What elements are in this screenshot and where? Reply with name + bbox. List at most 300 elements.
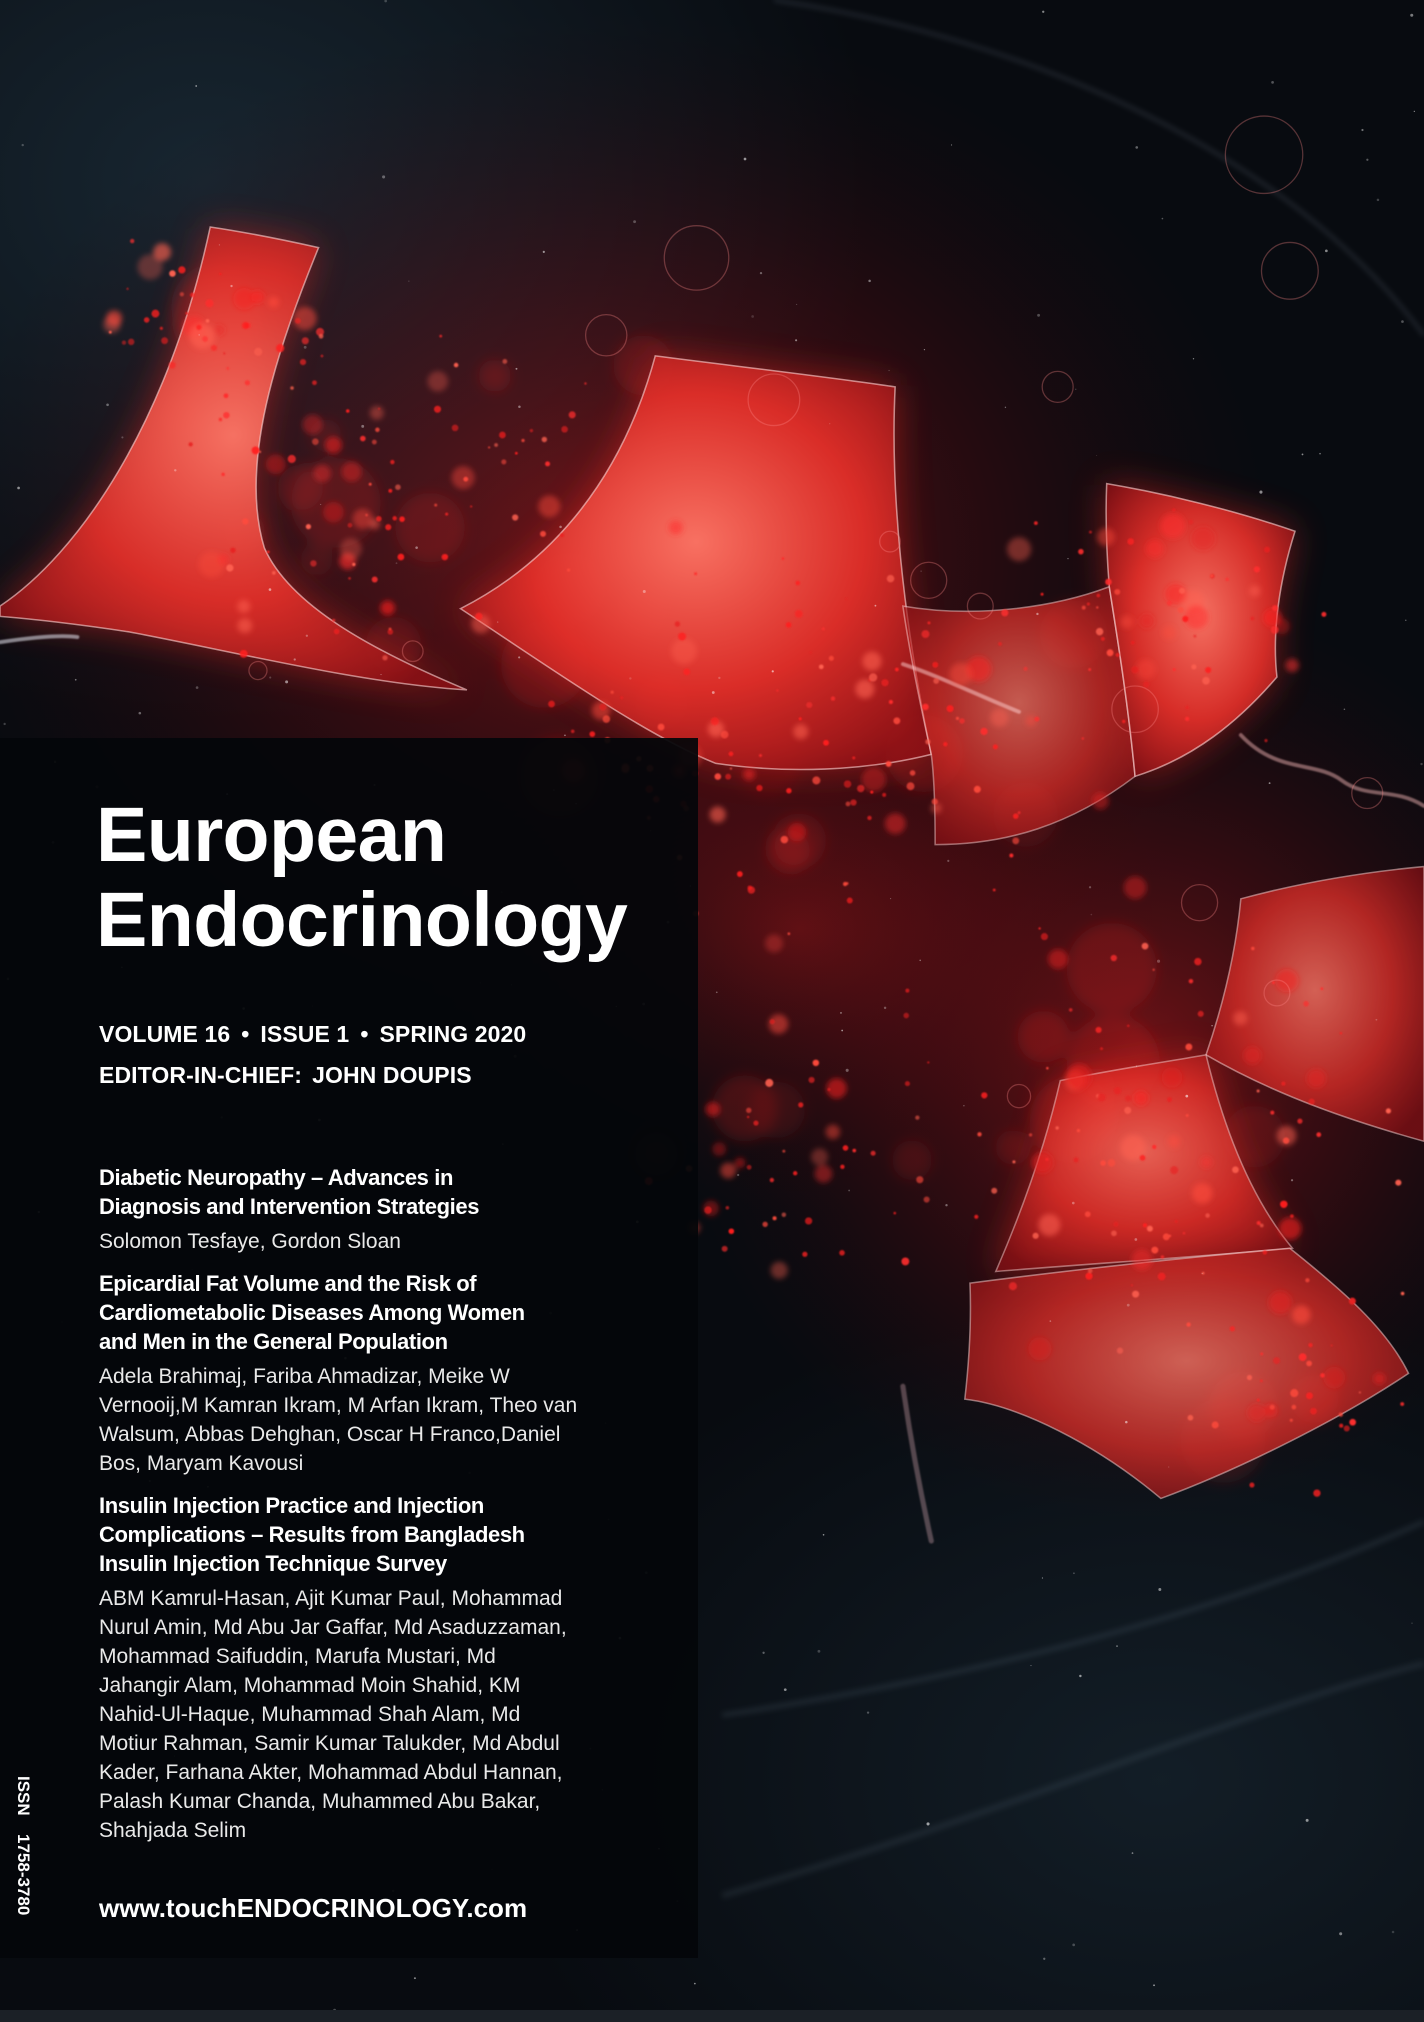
star-speckle <box>1136 1066 1137 1067</box>
star-speckle <box>737 1174 739 1176</box>
star-speckle <box>1037 314 1040 317</box>
star-speckle <box>848 1190 850 1192</box>
bokeh-particle <box>1124 1107 1131 1114</box>
bokeh-particle <box>1096 606 1098 608</box>
bokeh-particle <box>1045 1158 1048 1161</box>
bokeh-particle <box>1024 667 1028 671</box>
bokeh-particle <box>1146 540 1164 558</box>
bokeh-particle <box>1321 612 1326 617</box>
bokeh-particle <box>1009 853 1013 857</box>
bokeh-particle <box>993 889 996 892</box>
bokeh-particle <box>756 785 762 791</box>
bokeh-particle <box>1198 1011 1204 1017</box>
star-speckle <box>1302 454 1304 456</box>
bokeh-particle <box>1009 1282 1017 1290</box>
star-speckle <box>718 677 720 679</box>
bokeh-particle <box>375 428 380 433</box>
bokeh-particle <box>202 336 208 342</box>
star-speckle <box>1125 1421 1128 1424</box>
bokeh-particle <box>805 1217 812 1224</box>
star-speckle <box>784 1688 787 1691</box>
bokeh-particle <box>759 754 762 757</box>
star-speckle <box>1291 1179 1293 1181</box>
bokeh-particle <box>770 1019 775 1024</box>
bokeh-particle <box>927 1061 929 1063</box>
bokeh-particle <box>1096 628 1103 635</box>
star-speckle <box>1185 1095 1188 1098</box>
bokeh-particle <box>907 782 915 790</box>
star-speckle <box>921 571 922 572</box>
bokeh-particle <box>1038 1214 1060 1236</box>
bokeh-particle <box>567 569 570 572</box>
bokeh-particle <box>584 382 586 384</box>
bokeh-particle <box>747 1116 749 1118</box>
star-speckle <box>1158 1588 1161 1591</box>
bokeh-particle <box>1281 1082 1285 1086</box>
bokeh-particle <box>855 679 874 698</box>
bokeh-particle <box>1323 1367 1345 1389</box>
bokeh-particle <box>1254 566 1260 572</box>
star-speckle <box>75 679 77 681</box>
bokeh-particle <box>840 1165 844 1169</box>
bokeh-particle <box>1191 664 1196 669</box>
star-speckle <box>795 339 797 341</box>
season-label: SPRING 2020 <box>379 1021 527 1047</box>
star-speckle <box>716 991 718 993</box>
bokeh-particle <box>1085 1273 1092 1280</box>
bokeh-particle <box>230 548 235 553</box>
star-speckle <box>382 175 385 178</box>
star-speckle <box>1162 218 1164 220</box>
bokeh-particle <box>904 1013 909 1018</box>
bokeh-particle <box>1283 1137 1289 1143</box>
star-speckle <box>744 158 747 161</box>
bokeh-particle <box>881 679 888 686</box>
bokeh-particle <box>452 425 459 432</box>
bokeh-particle <box>479 360 511 392</box>
issn-number: 1758-3780 <box>14 1833 33 1915</box>
star-speckle <box>230 285 232 287</box>
bokeh-particle <box>454 363 459 368</box>
bokeh-particle <box>1175 1220 1178 1223</box>
bokeh-particle <box>1178 607 1184 613</box>
bokeh-particle <box>762 1222 767 1227</box>
bokeh-particle <box>1320 1373 1325 1378</box>
bokeh-particle <box>1264 547 1270 553</box>
bokeh-particle <box>1188 1415 1194 1421</box>
bokeh-particle <box>743 768 755 780</box>
bokeh-particle <box>428 371 449 392</box>
bokeh-particle <box>706 1102 721 1117</box>
star-speckle <box>951 144 952 145</box>
bokeh-particle <box>599 704 606 711</box>
bokeh-particle <box>310 560 316 566</box>
bokeh-particle <box>561 426 568 433</box>
bokeh-particle <box>1001 609 1008 616</box>
bokeh-particle <box>843 1145 849 1151</box>
bokeh-particle <box>1151 1247 1158 1254</box>
bokeh-particle <box>190 323 215 348</box>
bokeh-particle <box>548 701 555 708</box>
article-title <box>99 1269 689 1356</box>
star-speckle <box>285 680 288 683</box>
bokeh-particle <box>542 437 547 442</box>
bokeh-particle <box>711 717 719 725</box>
bokeh-particle <box>1280 1201 1287 1208</box>
bokeh-particle <box>502 359 507 364</box>
bokeh-particle <box>1205 667 1211 673</box>
bokeh-particle <box>445 513 448 516</box>
star-speckle <box>1168 1466 1169 1467</box>
bokeh-particle <box>776 689 778 691</box>
star-speckle <box>629 677 631 679</box>
bokeh-particle <box>1134 1091 1149 1106</box>
bokeh-particle <box>388 629 394 635</box>
bokeh-particle <box>829 656 834 661</box>
star-speckle <box>195 85 197 87</box>
bokeh-particle <box>560 533 564 537</box>
bokeh-particle <box>925 739 930 744</box>
bokeh-particle <box>882 793 886 797</box>
bokeh-particle <box>185 312 188 315</box>
bokeh-particle <box>1263 608 1281 626</box>
bokeh-particle <box>1105 579 1112 586</box>
bokeh-particle <box>1260 1224 1264 1228</box>
bokeh-particle <box>392 516 396 520</box>
star-speckle <box>927 1822 930 1825</box>
bokeh-particle <box>521 439 524 442</box>
bokeh-particle <box>571 730 574 733</box>
bokeh-particle <box>494 443 498 447</box>
bokeh-particle <box>395 484 401 490</box>
bokeh-particle <box>977 1132 981 1136</box>
star-speckle <box>1392 1931 1395 1934</box>
bokeh-particle <box>441 554 448 561</box>
bokeh-particle <box>1189 520 1193 524</box>
bokeh-particle <box>589 731 595 737</box>
bokeh-particle <box>712 1142 726 1156</box>
bokeh-particle <box>1279 1217 1301 1239</box>
bokeh-particle <box>786 622 792 628</box>
bokeh-particle <box>334 629 340 635</box>
star-speckle <box>1420 763 1422 765</box>
bokeh-particle <box>1046 1067 1048 1069</box>
bokeh-particle <box>974 1215 978 1219</box>
bokeh-particle <box>276 344 284 352</box>
author-line: Adela Brahimaj, Fariba Ahmadizar, Meike W <box>99 1365 510 1388</box>
bokeh-particle <box>1131 1284 1133 1286</box>
star-speckle <box>1090 914 1092 916</box>
bokeh-particle <box>290 386 294 390</box>
bokeh-particle <box>781 836 789 844</box>
author-line: Motiur Rahman, Samir Kumar Talukder, Md Abdul <box>99 1732 560 1755</box>
bokeh-particle <box>1162 1067 1183 1088</box>
star-speckle <box>1042 1577 1043 1578</box>
bokeh-particle <box>161 337 168 344</box>
bokeh-particle <box>1349 1419 1356 1426</box>
author-line: Bos, Maryam Kavousi <box>99 1452 304 1475</box>
star-speckle <box>1211 1025 1212 1026</box>
bokeh-particle <box>782 1213 786 1217</box>
article-authors <box>99 1584 689 1845</box>
website-url: www.touchENDOCRINOLOGY.com <box>99 1893 528 1923</box>
bokeh-particle <box>1125 1095 1132 1102</box>
bokeh-particle <box>1186 1114 1189 1117</box>
star-speckle <box>840 1012 842 1014</box>
bokeh-particle <box>990 709 1008 727</box>
star-speckle <box>1361 129 1363 131</box>
article-1 <box>99 1163 689 1256</box>
author-line: Kader, Farhana Akter, Mohammad Abdul Hannan, <box>99 1761 563 1784</box>
bokeh-particle <box>218 554 229 565</box>
bokeh-particle <box>188 442 192 446</box>
bokeh-particle <box>1111 955 1117 961</box>
bokeh-particle <box>812 776 820 784</box>
bokeh-particle <box>1306 1361 1312 1367</box>
star-speckle <box>818 1650 821 1653</box>
bokeh-particle <box>398 554 405 561</box>
bokeh-particle <box>810 651 812 653</box>
bottom-edge <box>0 2010 1424 2022</box>
bokeh-particle <box>302 337 309 344</box>
bokeh-particle <box>1320 987 1323 990</box>
bokeh-particle <box>932 662 938 668</box>
bokeh-particle <box>1290 1389 1298 1397</box>
star-speckle <box>772 670 774 672</box>
separator-bullet: • <box>360 1021 369 1047</box>
bokeh-particle <box>1331 1344 1333 1346</box>
article-title-line: Diabetic Neuropathy – Advances in <box>99 1165 453 1190</box>
bokeh-particle <box>1012 1160 1015 1163</box>
star-speckle <box>1050 1320 1052 1322</box>
bokeh-particle <box>773 1216 777 1220</box>
bokeh-particle <box>726 1206 730 1210</box>
bokeh-particle <box>219 418 223 422</box>
star-speckle <box>890 898 891 899</box>
bokeh-particle <box>463 477 468 482</box>
bokeh-particle <box>378 408 380 410</box>
star-speckle <box>564 734 566 736</box>
bokeh-particle <box>1285 659 1299 673</box>
bokeh-particle <box>1191 527 1214 550</box>
bokeh-particle <box>1025 715 1036 726</box>
bokeh-particle <box>1100 1047 1103 1050</box>
bokeh-particle <box>931 803 941 813</box>
star-speckle <box>415 546 418 549</box>
author-line: ABM Kamrul-Hasan, Ajit Kumar Paul, Mohammad <box>99 1587 563 1610</box>
bokeh-particle <box>370 406 384 420</box>
bokeh-particle <box>488 446 490 448</box>
bokeh-particle <box>765 1079 773 1087</box>
bokeh-particle <box>1101 637 1105 641</box>
bokeh-particle <box>1097 594 1101 598</box>
bokeh-particle <box>240 650 248 658</box>
bokeh-particle <box>846 802 851 807</box>
bokeh-particle <box>1290 1419 1293 1422</box>
star-speckle <box>963 1105 964 1106</box>
bokeh-particle <box>1034 521 1038 525</box>
bokeh-particle <box>620 696 623 699</box>
bokeh-particle <box>694 572 697 575</box>
bokeh-particle <box>312 380 317 385</box>
bokeh-particle <box>1263 1250 1267 1254</box>
bokeh-particle <box>1132 1291 1139 1298</box>
bokeh-particle <box>1200 1156 1212 1168</box>
bokeh-particle <box>1292 1405 1297 1410</box>
bokeh-particle <box>893 717 900 724</box>
star-speckle <box>945 1204 947 1206</box>
bokeh-particle <box>321 355 324 358</box>
bokeh-particle <box>360 436 366 442</box>
bokeh-particle <box>980 728 987 735</box>
bokeh-particle <box>1032 1152 1053 1173</box>
star-speckle <box>1036 613 1038 615</box>
bokeh-particle <box>1186 1322 1190 1326</box>
bokeh-particle <box>1007 537 1031 561</box>
star-speckle <box>304 346 307 349</box>
bokeh-particle <box>1033 1233 1039 1239</box>
bokeh-particle <box>996 1130 1031 1165</box>
bokeh-particle <box>1073 1157 1078 1162</box>
bokeh-particle <box>1233 1011 1247 1025</box>
article-title-line: Cardiometabolic Diseases Among Women <box>99 1300 525 1325</box>
bokeh-particle <box>196 325 201 330</box>
star-speckle <box>294 658 296 660</box>
star-speckle <box>121 436 123 438</box>
bokeh-particle <box>998 642 1002 646</box>
bokeh-particle <box>178 266 185 273</box>
star-speckle <box>1116 1645 1118 1647</box>
bokeh-particle <box>1185 706 1189 710</box>
article-title-line: Insulin Injection Practice and Injection <box>99 1493 484 1518</box>
bokeh-particle <box>106 310 122 326</box>
bokeh-particle <box>382 655 387 660</box>
star-speckle <box>643 590 646 593</box>
bokeh-particle <box>901 1257 909 1265</box>
star-speckle <box>1153 1984 1155 1986</box>
star-speckle <box>1096 455 1097 456</box>
star-speckle <box>875 605 877 607</box>
bokeh-particle <box>815 1165 833 1183</box>
bokeh-particle <box>847 898 853 904</box>
star-speckle <box>633 220 636 223</box>
bokeh-particle <box>122 340 126 344</box>
bokeh-particle <box>1041 933 1048 940</box>
star-speckle <box>1375 1019 1377 1021</box>
bokeh-particle <box>725 774 731 780</box>
star-speckle <box>1072 1944 1075 1947</box>
bokeh-particle <box>1290 1214 1294 1218</box>
bokeh-particle <box>683 668 690 675</box>
bokeh-particle <box>1225 578 1229 582</box>
article-title-line: Complications – Results from Bangladesh <box>99 1522 525 1547</box>
star-speckle <box>1202 1273 1203 1274</box>
bokeh-particle <box>1247 1375 1252 1380</box>
star-speckle <box>1411 1623 1412 1624</box>
bokeh-particle <box>1269 1291 1292 1314</box>
bokeh-particle <box>128 339 134 345</box>
bokeh-particle <box>1113 1222 1118 1227</box>
bokeh-particle <box>1147 1226 1153 1232</box>
bokeh-particle <box>1179 588 1185 594</box>
star-speckle <box>518 656 520 658</box>
bokeh-particle <box>710 807 726 823</box>
author-line: Nahid-Ul-Haque, Muhammad Shah Alam, Md <box>99 1703 521 1726</box>
bokeh-particle <box>1232 1166 1239 1173</box>
star-speckle <box>919 960 920 961</box>
bokeh-particle <box>765 934 783 952</box>
bokeh-particle <box>753 1120 758 1125</box>
bokeh-particle <box>372 440 377 445</box>
bokeh-particle <box>956 717 959 720</box>
bokeh-particle <box>1257 1089 1260 1092</box>
bokeh-particle <box>252 447 260 455</box>
star-speckle <box>1271 81 1274 84</box>
bokeh-particle <box>340 538 362 560</box>
author-line: Solomon Tesfaye, Gordon Sloan <box>99 1230 401 1253</box>
bokeh-particle <box>1349 1298 1356 1305</box>
bokeh-particle <box>678 632 686 640</box>
issue-info <box>99 1019 526 1049</box>
bokeh-particle <box>266 454 286 474</box>
bokeh-particle <box>1297 1119 1302 1124</box>
bokeh-particle <box>1160 513 1185 538</box>
bokeh-particle <box>1153 969 1155 971</box>
bokeh-particle <box>226 367 229 370</box>
star-speckle <box>219 244 220 245</box>
bokeh-particle <box>746 1108 751 1113</box>
bokeh-particle <box>1401 1292 1405 1296</box>
article-title <box>99 1163 689 1221</box>
bokeh-particle <box>1092 793 1109 810</box>
bokeh-particle <box>871 1151 876 1156</box>
bokeh-particle <box>348 577 351 580</box>
journal-title-line-1: European <box>96 792 447 878</box>
star-speckle <box>518 405 521 408</box>
bokeh-particle <box>1292 1305 1311 1324</box>
author-line: Palash Kumar Chanda, Muhammed Abu Bakar, <box>99 1790 541 1813</box>
bokeh-particle <box>1270 1111 1274 1115</box>
bokeh-particle <box>1012 837 1019 844</box>
bokeh-particle <box>1257 1221 1261 1225</box>
star-speckle <box>1339 1932 1342 1935</box>
bokeh-particle <box>782 557 785 560</box>
star-speckle <box>846 1069 849 1072</box>
bokeh-particle <box>1142 943 1149 950</box>
star-speckle <box>139 712 142 715</box>
bokeh-particle <box>168 362 175 369</box>
bokeh-particle <box>922 704 929 710</box>
star-speckle <box>559 526 562 529</box>
bokeh-particle <box>831 696 835 700</box>
bokeh-particle <box>1158 1273 1166 1281</box>
bokeh-particle <box>1173 668 1176 671</box>
bokeh-particle <box>1303 1001 1309 1007</box>
bokeh-particle <box>538 495 560 517</box>
bokeh-particle <box>947 705 954 712</box>
star-speckle <box>884 1007 886 1009</box>
bokeh-particle <box>1272 981 1275 984</box>
bokeh-particle <box>862 652 881 671</box>
star-speckle <box>1306 1819 1309 1822</box>
bokeh-particle <box>892 1140 932 1180</box>
star-speckle <box>1269 782 1271 784</box>
star-speckle <box>361 425 364 428</box>
bokeh-particle <box>512 514 518 520</box>
bokeh-particle <box>245 380 250 385</box>
bokeh-particle <box>1386 1108 1391 1113</box>
bokeh-particle <box>735 1158 746 1169</box>
